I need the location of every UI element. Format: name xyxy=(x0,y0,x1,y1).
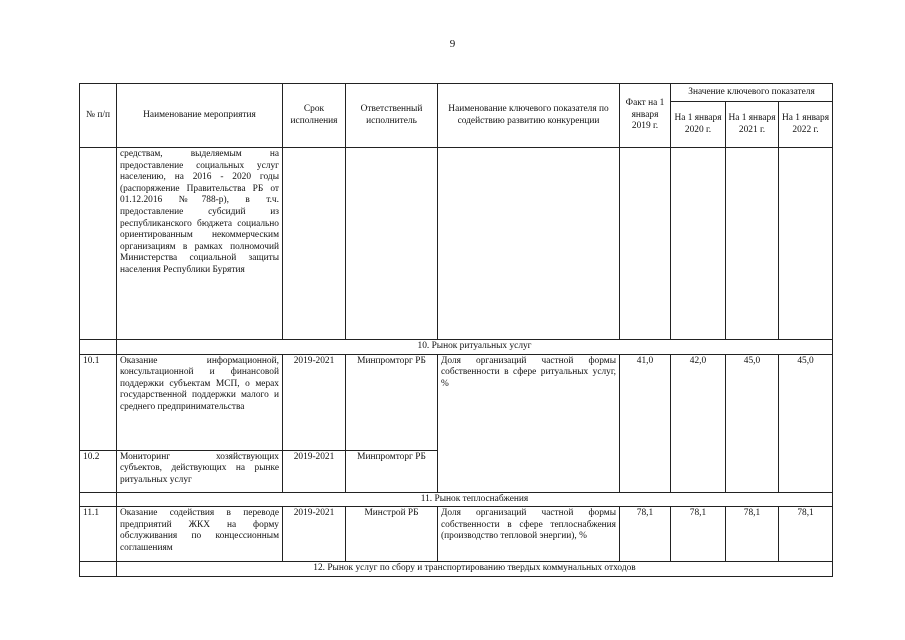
cell-responsible xyxy=(346,148,438,340)
section-title-12: 12. Рынок услуг по сбору и транспортированию твердых коммунальных отходов xyxy=(117,562,833,577)
header-key-value: Значение ключевого показателя xyxy=(671,84,833,102)
row-responsible: Минстрой РБ xyxy=(346,507,438,562)
competition-plan-table xyxy=(79,83,833,577)
table-row xyxy=(80,354,833,450)
header-year-2020: На 1 января 2020 г. xyxy=(671,102,726,148)
row-number: 11.1 xyxy=(80,507,117,562)
section-row xyxy=(80,340,833,355)
header-event: Наименование мероприятия xyxy=(117,84,283,148)
cell-num xyxy=(80,340,117,355)
row-number: 10.1 xyxy=(80,354,117,450)
cell-2022 xyxy=(779,148,833,340)
table-row xyxy=(80,148,833,340)
header-indicator: Наименование ключевого показателя по содействию развитию конкуренции xyxy=(438,84,620,148)
row-indicator: Доля организаций частной формы собственности в сфере теплоснабжения (производство тепловой энергии), % xyxy=(438,507,620,562)
header-responsible: Ответственный исполнитель xyxy=(346,84,438,148)
table-row xyxy=(80,507,833,562)
cell-2021 xyxy=(726,148,779,340)
header-num: № п/п xyxy=(80,84,117,148)
cell-term xyxy=(283,148,346,340)
row-value-2021: 45,0 xyxy=(726,354,779,492)
section-row xyxy=(80,492,833,507)
row-fact: 78,1 xyxy=(620,507,671,562)
row-event: Оказание информационной, консультационной и финансовой поддержки субъектам МСП, о мерах государственной поддержки малого и среднего предпринимательства xyxy=(117,354,283,450)
section-title-10: 10. Рынок ритуальных услуг xyxy=(117,340,833,355)
row-responsible: Минпромторг РБ xyxy=(346,354,438,450)
row-term: 2019-2021 xyxy=(283,507,346,562)
row-value-2020: 42,0 xyxy=(671,354,726,492)
row-fact: 41,0 xyxy=(620,354,671,492)
cell-2020 xyxy=(671,148,726,340)
page-number: 9 xyxy=(449,38,456,50)
cell-event-continuation: средствам, выделяемым на предоставление социальных услуг населению, на 2016 - 2020 годы (распоряжение Правительства РБ от 01.12.2016 №788-р), в т.ч. предоставление субсидий из республиканского бюджета социально ориентированным некоммерческим организациям в рамках полномочий Министерства социальной защиты населения Республики Бурятия xyxy=(117,148,283,340)
row-value-2021: 78,1 xyxy=(726,507,779,562)
cell-num xyxy=(80,562,117,577)
cell-num xyxy=(80,492,117,507)
cell-indicator xyxy=(438,148,620,340)
section-title-11: 11. Рынок теплоснабжения xyxy=(117,492,833,507)
row-value-2020: 78,1 xyxy=(671,507,726,562)
row-value-2022: 78,1 xyxy=(779,507,833,562)
cell-fact xyxy=(620,148,671,340)
header-fact: Факт на 1 января 2019 г. xyxy=(620,84,671,148)
row-term: 2019-2021 xyxy=(283,354,346,450)
cell-num xyxy=(80,148,117,340)
row-event: Оказание содействия в переводе предприятий ЖКХ на форму обслуживания по концессионным соглашениям xyxy=(117,507,283,562)
header-term: Срок исполнения xyxy=(283,84,346,148)
row-indicator: Доля организаций частной формы собственности в сфере ритуальных услуг, % xyxy=(438,354,620,492)
section-row xyxy=(80,562,833,577)
row-event: Мониторинг хозяйствующих субъектов, действующих на рынке ритуальных услуг xyxy=(117,450,283,492)
row-responsible: Минпромторг РБ xyxy=(346,450,438,492)
header-year-2021: На 1 января 2021 г. xyxy=(726,102,779,148)
row-term: 2019-2021 xyxy=(283,450,346,492)
header-year-2022: На 1 января 2022 г. xyxy=(779,102,833,148)
row-number: 10.2 xyxy=(80,450,117,492)
row-value-2022: 45,0 xyxy=(779,354,833,492)
